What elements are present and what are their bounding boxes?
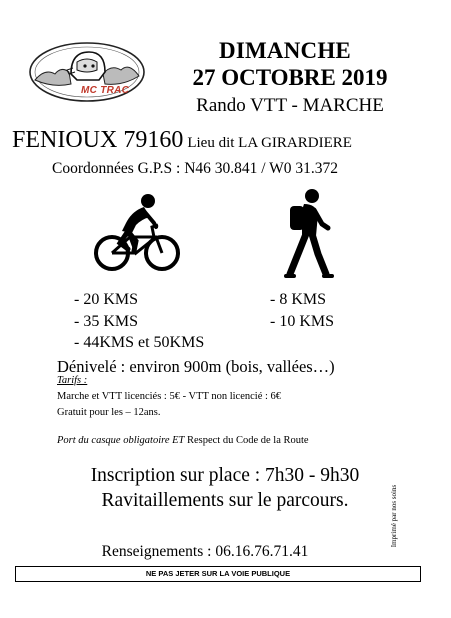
registration-hours: Inscription sur place : 7h30 - 9h30	[90, 465, 360, 486]
vtt-distance: - 35 KMS	[74, 313, 139, 330]
helmet-notice	[57, 435, 309, 446]
tarifs-heading: Tarifs :	[57, 375, 88, 386]
event-day: DIMANCHE	[219, 38, 351, 63]
contact-info: Renseignements : 06.16.76.71.41	[101, 543, 309, 560]
cyclist-icon	[92, 193, 184, 275]
gps-coordinates: Coordonnées G.P.S : N46 30.841 / W0 31.372	[52, 160, 339, 177]
helmet-notice-rules: Respect du Code de la Route	[184, 435, 309, 446]
vtt-distance: - 20 KMS	[74, 291, 139, 308]
hiker-icon	[276, 188, 340, 280]
litter-banner: NE PAS JETER SUR LA VOIE PUBLIQUE	[15, 566, 421, 582]
location	[12, 127, 352, 154]
elevation-info: Dénivelé : environ 900m (bois, vallées…)	[57, 357, 335, 376]
location-place: Lieu dit LA GIRARDIERE	[187, 135, 352, 151]
printer-note: Imprimé par nos soins	[390, 484, 398, 548]
event-subtitle: Rando VTT - MARCHE	[196, 95, 384, 116]
logo-text: MC TRAC	[81, 85, 130, 96]
event-date: 27 OCTOBRE 2019	[192, 65, 388, 90]
helmet-notice-mandatory: Port du casque obligatoire ET	[57, 435, 185, 446]
club-logo	[27, 40, 147, 104]
marche-distance: - 10 KMS	[270, 313, 335, 330]
location-town: FENIOUX 79160	[12, 127, 184, 153]
tarifs-free: Gratuit pour les – 12ans.	[57, 407, 161, 418]
vtt-distance: - 44KMS et 50KMS	[74, 334, 205, 351]
refreshments-info: Ravitaillements sur le parcours.	[101, 490, 349, 511]
tarifs-prices: Marche et VTT licenciés : 5€ - VTT non licencié : 6€	[57, 391, 282, 402]
marche-distance: - 8 KMS	[270, 291, 327, 308]
